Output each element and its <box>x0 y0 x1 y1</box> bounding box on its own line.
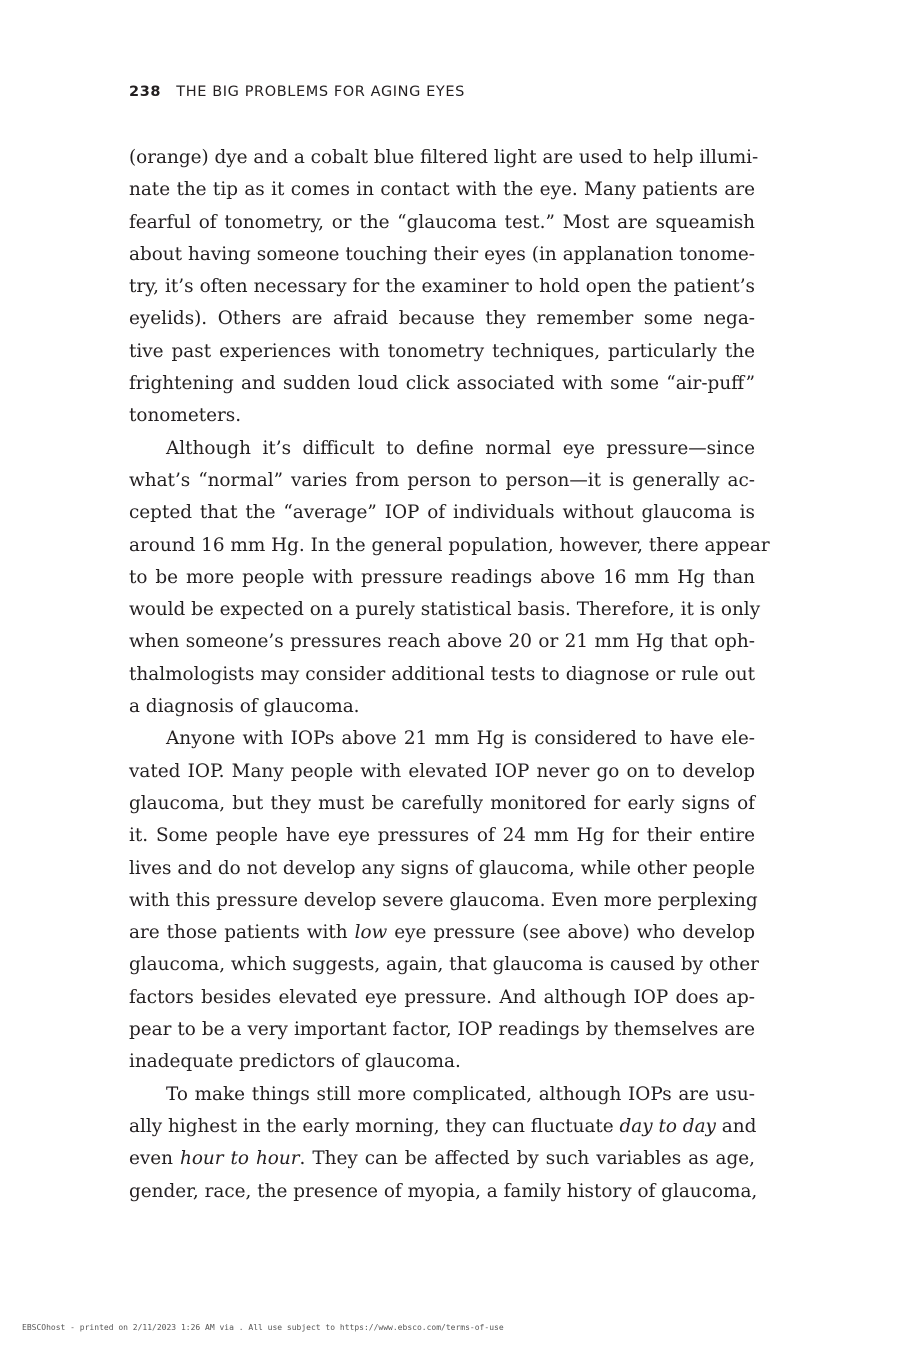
text-line: with this pressure develop severe glaucoma. Even more perplexing <box>129 889 758 911</box>
text-run: . They can be affected by such variables as age, <box>299 1148 755 1170</box>
text-line: pear to be a very important factor, IOP readings by themselves are <box>129 1019 755 1041</box>
text-run: even <box>129 1148 180 1170</box>
text-line: inadequate predictors of glaucoma. <box>129 1051 461 1073</box>
paragraph <box>129 142 759 433</box>
body-text <box>129 142 770 1208</box>
text-run: ally highest in the early morning, they can fluctuate <box>129 1115 620 1137</box>
text-line: frightening and sudden loud click associated with some “air-puff” <box>129 373 755 395</box>
text-line: (orange) dye and a cobalt blue filtered light are used to help illumi- <box>129 147 759 168</box>
emphasis-text: low <box>354 922 388 944</box>
text-line: Although it’s difficult to define normal eye pressure—since <box>166 437 755 459</box>
paragraph <box>129 723 759 1078</box>
text-line: Anyone with IOPs above 21 mm Hg is considered to have ele- <box>166 728 755 750</box>
text-line: vated IOP. Many people with elevated IOP never go on to develop <box>129 760 755 782</box>
text-line: cepted that the “average” IOP of individuals without glaucoma is <box>129 502 755 524</box>
paragraph <box>129 1079 758 1208</box>
text-line: nate the tip as it comes in contact with the eye. Many patients are <box>129 179 755 201</box>
text-line: when someone’s pressures reach above 20 or 21 mm Hg that oph- <box>129 631 755 653</box>
text-line: around 16 mm Hg. In the general population, however, there appear <box>129 534 770 556</box>
text-run: are those patients with <box>129 922 355 944</box>
running-title: THE BIG PROBLEMS FOR AGING EYES <box>176 84 465 100</box>
text-line: about having someone touching their eyes (in applanation tonome- <box>129 243 755 265</box>
text-line: lives and do not develop any signs of glaucoma, while other people <box>129 857 755 879</box>
text-line <box>129 1111 755 1143</box>
text-line <box>129 917 755 949</box>
page-number: 238 <box>129 84 162 100</box>
text-line: glaucoma, which suggests, again, that glaucoma is caused by other <box>129 954 759 976</box>
running-head <box>129 84 465 100</box>
text-line: factors besides elevated eye pressure. And although IOP does ap- <box>129 986 755 1008</box>
text-line: tive past experiences with tonometry techniques, particularly the <box>129 340 755 362</box>
paragraph <box>129 433 770 724</box>
text-line: tonometers. <box>129 405 242 427</box>
text-line: to be more people with pressure readings above 16 mm Hg than <box>129 566 755 588</box>
text-run: and <box>715 1115 757 1137</box>
text-line <box>129 1143 755 1175</box>
text-line: gender, race, the presence of myopia, a family history of glaucoma, <box>129 1180 758 1202</box>
text-line: a diagnosis of glaucoma. <box>129 696 360 718</box>
text-line: would be expected on a purely statistical basis. Therefore, it is only <box>129 599 761 621</box>
text-line: fearful of tonometry, or the “glaucoma test.” Most are squeamish <box>129 211 755 233</box>
text-line: eyelids). Others are afraid because they remember some nega- <box>129 308 755 330</box>
text-line: try, it’s often necessary for the examiner to hold open the patient’s <box>129 276 755 298</box>
emphasis-text: day to day <box>619 1115 716 1137</box>
text-line: To make things still more complicated, although IOPs are usu- <box>166 1083 755 1105</box>
text-line: glaucoma, but they must be carefully monitored for early signs of <box>129 792 755 814</box>
text-line: what’s “normal” varies from person to person—it is generally ac- <box>129 469 755 491</box>
text-line: it. Some people have eye pressures of 24 mm Hg for their entire <box>129 825 755 847</box>
text-run: eye pressure (see above) who develop <box>387 922 756 944</box>
text-line: thalmologists may consider additional tests to diagnose or rule out <box>129 663 755 685</box>
footer-notice: EBSCOhost - printed on 2/11/2023 1:26 AM via . All use subject to https://www.ebsco.com/terms-of-use <box>22 1323 504 1332</box>
emphasis-text: hour to hour <box>179 1148 300 1170</box>
